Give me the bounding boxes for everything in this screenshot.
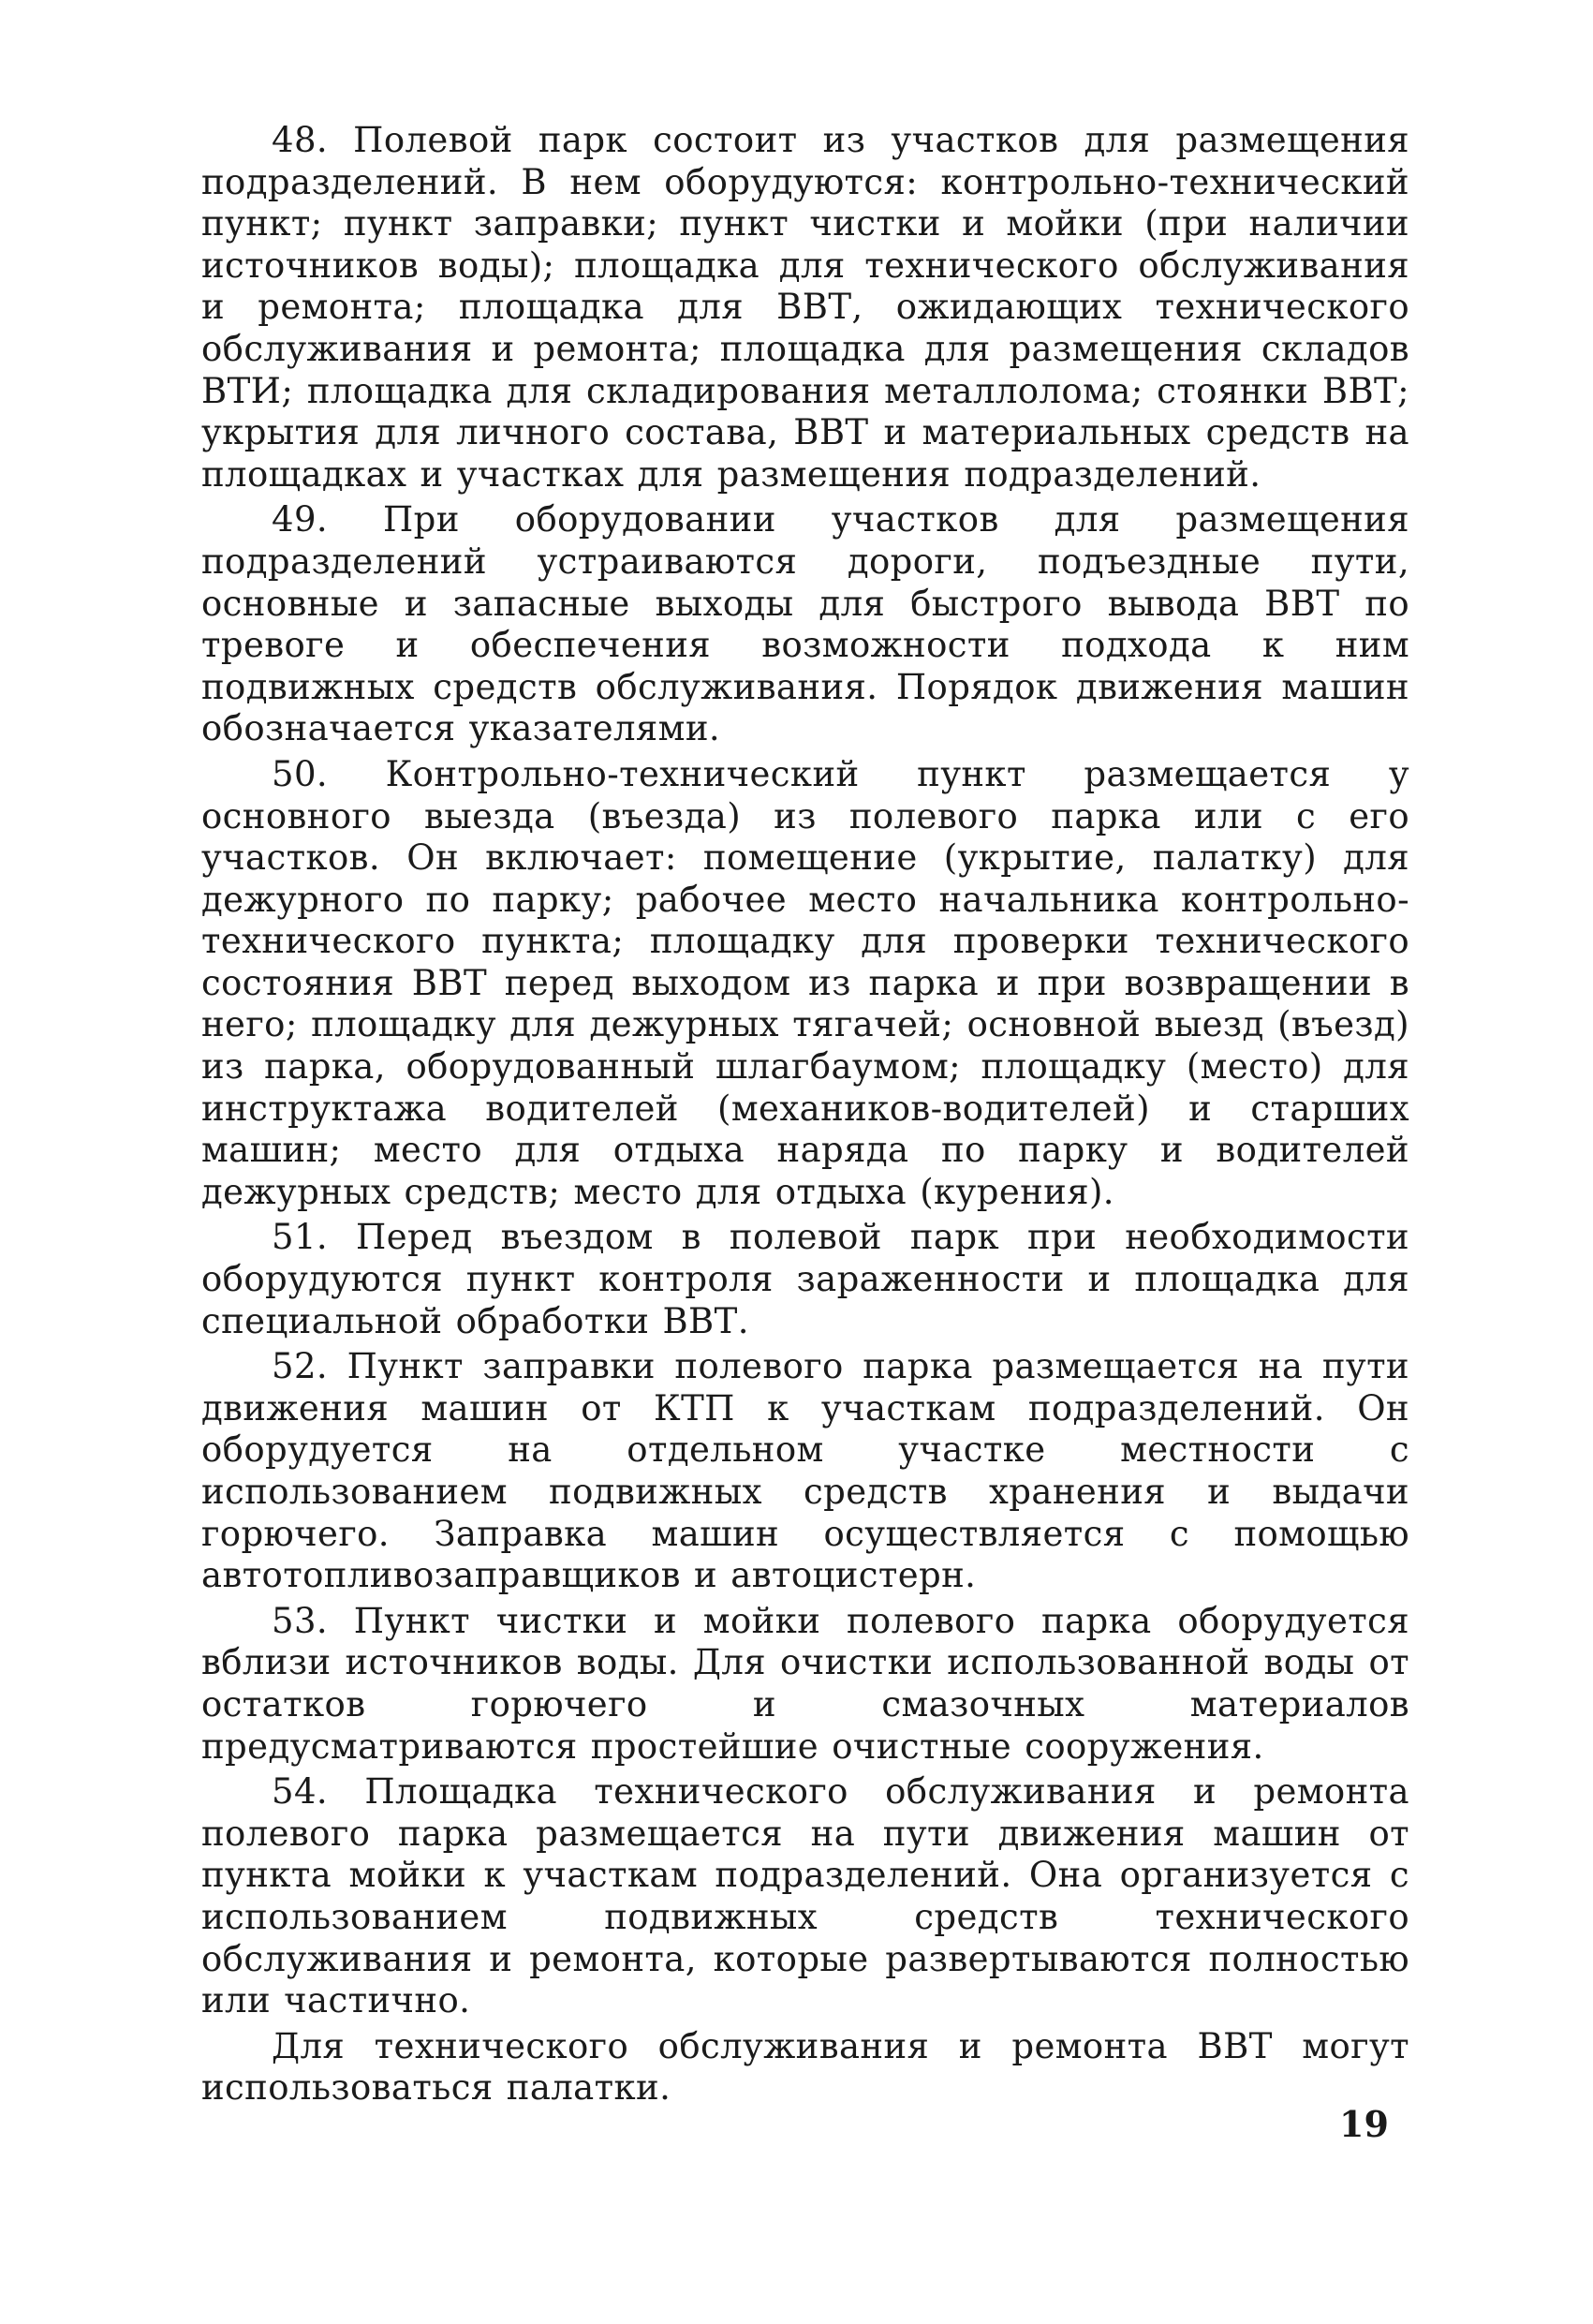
paragraph-note: Для технического обслуживания и ремонта ВВТ могут использоваться палатки.	[201, 2025, 1409, 2109]
paragraph-54: 54. Площадка технического обслуживания и ремонта полевого парка размещается на пути движения машин от пункта мойки к участкам подразделений. Она организуется с использованием подвижных средств технического обслуживания и ремонта, которые развертываются полностью или частично.	[201, 1771, 1409, 2021]
paragraph-53: 53. Пункт чистки и мойки полевого парка оборудуется вблизи источников воды. Для очистки использованной воды от остатков горючего и смазочных материалов предусматриваются простейшие очистные сооружения.	[201, 1600, 1409, 1767]
paragraph-48: 48. Полевой парк состоит из участков для размещения подразделений. В нем оборудуются: контрольно-технический пункт; пункт заправки; пункт чистки и мойки (при наличии источников воды); площадка для технического обслуживания и ремонта; площадка для ВВТ, ожидающих технического обслуживания и ремонта; площадка для размещения складов ВТИ; площадка для складирования металлолома; стоянки ВВТ; укрытия для личного состава, ВВТ и материальных средств на площадках и участках для размещения подразделений.	[201, 120, 1409, 495]
page-body	[201, 120, 1409, 2109]
paragraph-49: 49. При оборудовании участков для размещения подразделений устраиваются дороги, подъездные пути, основные и запасные выходы для быстрого вывода ВВТ по тревоге и обеспечения возможности подхода к ним подвижных средств обслуживания. Порядок движения машин обозначается указателями.	[201, 499, 1409, 749]
paragraph-52: 52. Пункт заправки полевого парка размещается на пути движения машин от КТП к участкам подразделений. Он оборудуется на отдельном участке местности с использованием подвижных средств хранения и выдачи горючего. Заправка машин осуществляется с помощью автотопливозаправщиков и автоцистерн.	[201, 1346, 1409, 1596]
paragraph-50: 50. Контрольно-технический пункт размещается у основного выезда (въезда) из полевого парка или с его участков. Он включает: помещение (укрытие, палатку) для дежурного по парку; рабочее место начальника контрольно-технического пункта; площадку для проверки технического состояния ВВТ перед выходом из парка и при возвращении в него; площадку для дежурных тягачей; основной выезд (въезд) из парка, оборудованный шлагбаумом; площадку (место) для инструктажа водителей (механиков-водителей) и старших машин; место для отдыха наряда по парку и водителей дежурных средств; место для отдыха (курения).	[201, 753, 1409, 1212]
page-number: 19	[1339, 2103, 1389, 2145]
paragraph-51: 51. Перед въездом в полевой парк при необходимости оборудуются пункт контроля зараженности и площадка для специальной обработки ВВТ.	[201, 1217, 1409, 1341]
